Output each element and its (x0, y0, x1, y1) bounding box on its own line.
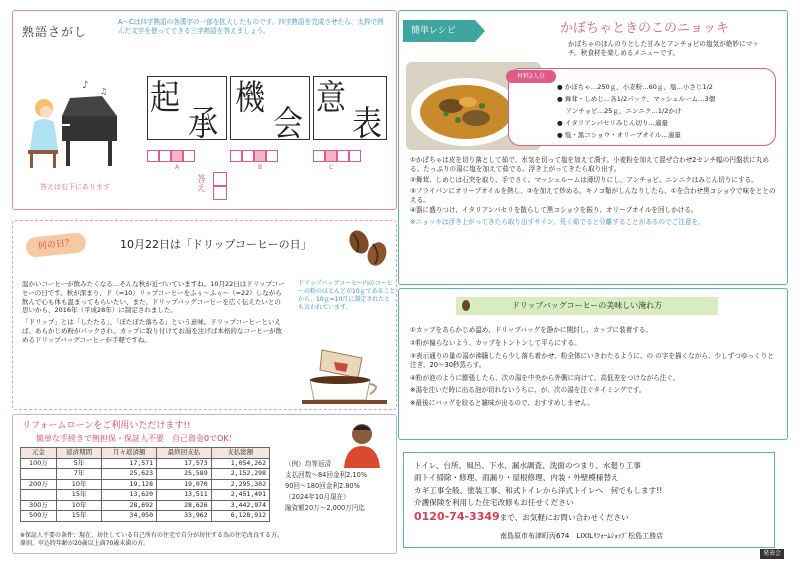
quiz-square (349, 150, 361, 162)
quiz-square (313, 150, 325, 162)
header-term: 返済期間 (56, 448, 102, 459)
table-row: 500万 15年 34,050 33,962 6,128,912 (21, 511, 270, 522)
dripbag-steps (410, 326, 780, 412)
kanji-box-c: 意 表 (313, 76, 387, 140)
coffee-paragraph: 「ドリップ」とは「したたる」、「ぽたぽた落ちる」という意味。ドリップコーヒーといえば、あらかじめ粉がパックされ、カップに取り付けてお湯を注げば本格的なコーヒーが飲めるドリップバッグコーヒーが手軽ですね。 (22, 318, 283, 344)
quiz-square (242, 150, 254, 162)
recipe-steps (410, 156, 780, 227)
dripbag-title: ドリップバッグコーヒーの美味しい淹れ方 (456, 297, 718, 315)
coffee-bean-icon (462, 300, 470, 311)
ingredient-item: ● 塩・黒コショウ・オリーブオイル…適量 (557, 131, 681, 139)
ingredient-item: ● かぼちゃ…250ｇ、小麦粉…60ｇ、塩…小さじ1/2 (557, 83, 713, 91)
loan-table (20, 447, 270, 522)
company-address: 南島原市布津町丙674 LIXILﾘﾌｫｰﾑｼｮｯﾌﾟ松島工務店 (500, 532, 664, 540)
publisher-mark: 発表会 (760, 549, 784, 559)
quiz-square-highlight (325, 150, 337, 162)
loan-title: リフォームローンをご利用いただけます!! (22, 421, 191, 431)
recipe-step: ③フライパンにオリーブオイルを熱し、②を加えて炒める。キノコ類がしんなりしたら、①を合わせ黒コショウで味をととのえる。 (410, 186, 776, 204)
quiz-intro: A〜Cは四字熟語の各漢字の一部を拡大したものです。四字熟語を完成させたら、太枠で囲んだ文字を使ってできる三字熟語を答えましょう。 (118, 18, 384, 35)
recipe-step: ②舞茸、しめじは石突を取り、手でさく。マッシュルームは薄切りにし、アンチョビ、ニンニクはみじん切りにする。 (410, 175, 758, 184)
loan-example: （例）均等返済 支払回数〜84回金利2.10% 90回〜180回金利2.80% （2024年10月現在） 融資額20万〜2,000万円迄 (285, 460, 368, 512)
ingredient-item: ● 舞茸・しめじ…各1/2パック、マッシュルーム…3個 (557, 95, 716, 103)
loan-notes: ※保証人不要の条件：現在、居住している自己所有の住宅で自分が居住する為の住宅改良する方。 原則、申込時年齢が20歳以上満70歳未満の方。 (20, 532, 284, 548)
dripbag-step: ※最後にバッグを絞ると雑味が出るので、おすすめしません。 (410, 399, 594, 408)
ingredient-item: アンチョビ…25ｇ、ニンニク…1/2かけ (565, 107, 682, 115)
quiz-square (337, 150, 349, 162)
recipe-note: ※ニョッキは浮き上がってきたら取り出すサイン。長く茹でると分離することがあるのでご注意を。 (410, 218, 705, 227)
table-row: 200万 10年 19,128 19,070 2,295,302 (21, 479, 270, 490)
table-row: 300万 10年 28,692 28,626 3,442,974 (21, 500, 270, 511)
header-principal: 元金 (21, 448, 57, 459)
kanji-box-a: 起 承 (147, 76, 227, 140)
piano-girl-illustration (22, 76, 122, 171)
quiz-square-highlight (254, 150, 266, 162)
label-b: B (258, 164, 263, 171)
quiz-square (266, 150, 278, 162)
coffee-day-title: 10月22日は「ドリップコーヒーの日」 (120, 238, 312, 251)
phone-line (414, 510, 764, 525)
staff-photo (336, 420, 388, 468)
label-a: A (175, 164, 180, 171)
answer-label: 答え (197, 175, 207, 194)
table-row: 15年 13,620 13,511 2,451,491 (21, 490, 270, 501)
loan-subtitle: 簡単な手続きで無担保・保証人不要 自己資金0でOK！ (36, 434, 237, 443)
quiz-title: 熟語さがし (22, 25, 88, 39)
header-monthly: 月々返済額 (102, 448, 157, 459)
service-line: カギ工事全般、塗装工事、和式トイレから洋式トイレへ 何でもします!! (414, 485, 663, 495)
recipe-header: 簡単レシピ (403, 20, 475, 42)
table-row: 100万 5年 17,571 17,573 1,054,262 (21, 458, 270, 469)
service-line: 雨トイ掃除・修理、雨漏り・屋根修理、内装・外壁模様替え (414, 473, 619, 483)
ingredients-badge: 材料2人分 (506, 70, 556, 83)
quiz-square (147, 150, 159, 162)
dripbag-step: ①カップをあらかじめ温め、ドリップバッグを静かに開封し、カップに装着する。 (410, 326, 653, 334)
svg-text:♪: ♪ (82, 80, 89, 91)
recipe-tag-icon (475, 20, 485, 42)
kanji-box-b: 機 会 (230, 76, 310, 140)
dripbag-step: ③表示通りの量の湯が沸騰したら少し落ち着かせ、粉全体にいきわたるように、の の字を描くながら、少しずつゆっくりと注ぎ、20〜30秒蒸らす。 (410, 351, 774, 369)
service-line: 介護保険を利用した住宅改修もお任せください (414, 497, 574, 507)
table-row: 7年 25,623 25,589 2,152,298 (21, 469, 270, 480)
answer-square (213, 186, 227, 200)
quiz-square (159, 150, 171, 162)
label-c: C (329, 164, 334, 171)
coffee-paragraph: 温かいコーヒーが飲みたくなる…そんな秋が近づいていますね。10月22日はドリップコーヒーの日です。秋が深まり、ド（=10）リップコーヒーをふぅ〜ふぅ〜（=22）しながら飲んで心も体も温まってもらいたい、また、ドリップバッグコーヒーを広く伝えたいとの思いから、2016年（平成28年）に制定されました。 (22, 280, 285, 315)
svg-text:♫: ♫ (100, 87, 108, 96)
dripbag-step: ④粉が泡のように膨張したら、次の湯を中央から外側に向けて、高低差をつけながら注ぐ。 (410, 373, 680, 382)
drip-cup-illustration (300, 340, 395, 406)
answer-note: 答えは右下にあります (40, 183, 110, 191)
header-total: 支払総額 (211, 448, 269, 459)
ingredient-item: ● イタリアンパセリみじん切り…適量 (557, 119, 669, 127)
quiz-square-highlight (171, 150, 183, 162)
loan-table-header (21, 448, 270, 459)
recipe-title: かぼちゃときのこのニョッキ (560, 21, 730, 36)
header-final: 最終回支払 (157, 448, 212, 459)
recipe-description: かぼちゃのほんのりとした甘みとアンチョビの塩気が絶妙にマッチ。秋食材を楽しめるメニューです。 (568, 40, 759, 57)
coffee-body (22, 280, 287, 347)
recipe-step: ①かぼちゃは皮を切り落として茹で、水気を切って塩を加えて潰す。小麦粉を加えて混ぜ合わせ2センチ幅の円盤状に丸める。たっぷりの湯に塩を加えて茹でる。浮き上がってきたら取り出す。 (410, 156, 769, 173)
dripbag-step: ※湯を注いだ時に出る泡が切れないうちに、が、次の湯を注ぐタイミングです。 (410, 386, 646, 395)
dripbag-fact: ドリップバッグコーヒー内のコーヒーの粉のほとんどが10ｇであることから、10ｇ=10月に制定されたとも言われています。 (298, 280, 396, 312)
dripbag-step: ②粉が偏らないよう、カップをトントンして平らにする。 (410, 338, 581, 347)
what-day-badge: 何の日？ (25, 232, 87, 258)
phone-suffix: まで、お気軽にお問い合わせください (499, 513, 629, 522)
recipe-step: ④器に盛りつけ、イタリアンパセリを散らして黒コショウを振り、オリーブオイルを回しかける。 (410, 206, 698, 215)
coffee-beans-icon (345, 228, 390, 268)
phone-number[interactable]: 0120-74-3349 (414, 510, 500, 523)
service-line: トイレ、台所、風呂、下水、漏水調査、洗面のつまり、水廻り工事 (414, 461, 641, 470)
quiz-square (230, 150, 242, 162)
quiz-square (183, 150, 195, 162)
answer-square (213, 172, 227, 186)
